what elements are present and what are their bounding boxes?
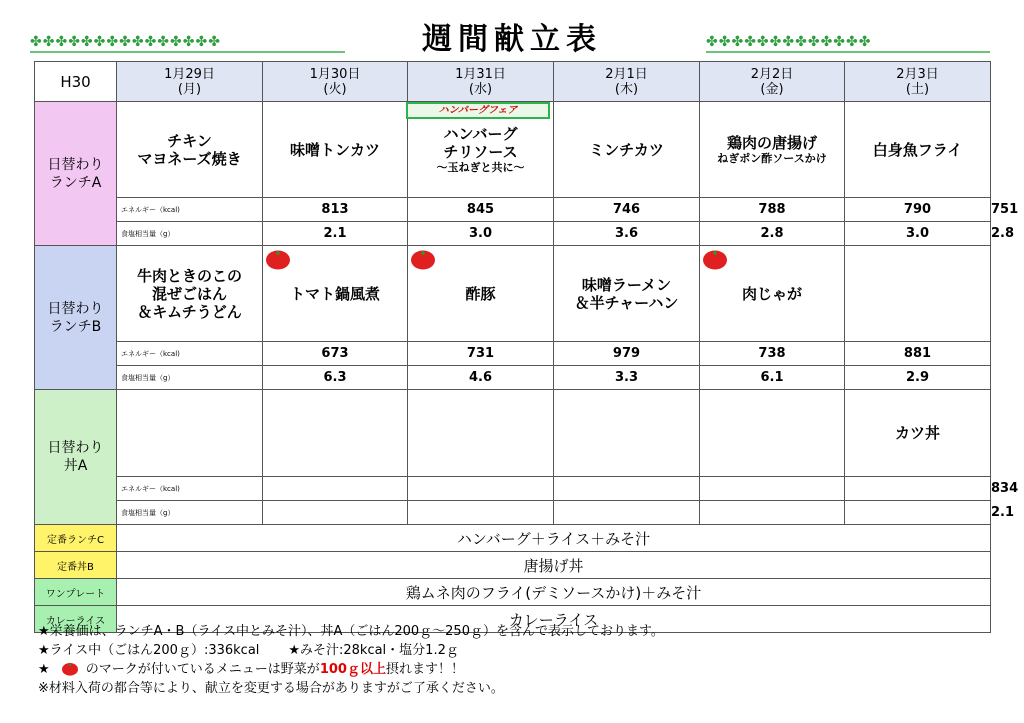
day-header: 2月1日 (木) xyxy=(554,62,700,102)
clover-line-left xyxy=(30,51,345,53)
fixed-menu-value: 唐揚げ丼 xyxy=(117,552,991,579)
menu-cell xyxy=(700,390,845,477)
lunch-a-label: 日替わり ランチA xyxy=(35,102,117,246)
tomato-icon xyxy=(60,660,80,676)
menu-cell xyxy=(845,246,991,342)
fixed-menu-value: 鶏ムネ肉のフライ(デミソースかけ)＋みそ汁 xyxy=(117,579,991,606)
don-a-dish-row xyxy=(35,390,991,477)
energy-value: 788 xyxy=(700,198,845,222)
note-line: ※材料入荷の都合等により、献立を変更する場合がありますがご了承ください。 xyxy=(38,681,504,696)
menu-cell: 肉じゃが xyxy=(700,246,845,342)
energy-value: 881 xyxy=(845,342,991,366)
menu-cell: ハンバーグフェア ハンバーグ チリソース ～玉ねぎと共に～ xyxy=(408,102,554,198)
fixed-menu-label: ワンプレート xyxy=(35,579,117,606)
tomato-icon xyxy=(265,246,291,270)
day-header: 2月3日 (土) xyxy=(845,62,991,102)
energy-value: 738 xyxy=(700,342,845,366)
lunch-a-dish-row xyxy=(35,102,991,198)
fixed-menu-value: カレーライス xyxy=(117,606,991,633)
menu-cell: 牛肉ときのこの 混ぜごはん ＆キムチうどん xyxy=(117,246,263,342)
menu-cell: 味噌ラーメン ＆半チャーハン xyxy=(554,246,700,342)
don-a-label: 日替わり 丼A xyxy=(35,390,117,525)
energy-value xyxy=(700,477,845,501)
energy-value xyxy=(554,477,700,501)
salt-value: 3.3 xyxy=(554,366,700,390)
salt-label: 食塩相当量（g） xyxy=(117,501,263,525)
day-header: 1月30日 (火) xyxy=(263,62,408,102)
note-line: ★ のマークが付いているメニューは野菜が100ｇ以上摂れます！！ xyxy=(38,662,464,677)
energy-value: 979 xyxy=(554,342,700,366)
don-a-energy-row: エネルギー（kcal) 834 xyxy=(35,477,991,501)
clover-border-right: ✤✤✤✤✤✤✤✤✤✤✤✤✤ xyxy=(706,34,872,50)
energy-label: エネルギー（kcal) xyxy=(117,198,263,222)
menu-cell: チキン マヨネーズ焼き xyxy=(117,102,263,198)
lunch-a-energy-row: エネルギー（kcal) 813 845 746 788 790 751 xyxy=(35,198,991,222)
salt-value: 6.3 xyxy=(263,366,408,390)
salt-value: 3.0 xyxy=(408,222,554,246)
menu-cell: 白身魚フライ xyxy=(845,102,991,198)
note-line: ★ライス中（ごはん200ｇ）:336kcal ★みそ汁:28kcal・塩分1.2ｇ xyxy=(38,643,459,658)
lunch-b-salt-row xyxy=(35,366,991,390)
salt-label: 食塩相当量（g） xyxy=(117,222,263,246)
tomato-icon xyxy=(410,246,436,270)
menu-cell xyxy=(408,390,554,477)
energy-value: 845 xyxy=(408,198,554,222)
salt-value xyxy=(408,501,554,525)
note-line: ★栄養価は、ランチA・B（ライス中とみそ汁）、丼A（ごはん200ｇ～250ｇ）を含んで表示しております。 xyxy=(38,624,664,639)
fixed-menu-row xyxy=(35,552,991,579)
energy-value xyxy=(263,477,408,501)
tomato-icon xyxy=(702,246,728,270)
salt-value: 2.9 xyxy=(845,366,991,390)
hamburg-fair-badge: ハンバーグフェア xyxy=(406,102,550,119)
menu-cell: カツ丼 xyxy=(845,390,991,477)
energy-value xyxy=(845,477,991,501)
energy-label: エネルギー（kcal) xyxy=(117,342,263,366)
energy-value xyxy=(408,477,554,501)
fixed-menu-label: 定番丼B xyxy=(35,552,117,579)
lunch-b-dish-row xyxy=(35,246,991,342)
page-title: 週間献立表 xyxy=(422,22,602,57)
menu-cell: トマト鍋風煮 xyxy=(263,246,408,342)
salt-value: 2.8 xyxy=(700,222,845,246)
energy-value: 673 xyxy=(263,342,408,366)
salt-value xyxy=(263,501,408,525)
energy-value: 813 xyxy=(263,198,408,222)
fixed-menu-label: 定番ランチC xyxy=(35,525,117,552)
fixed-menu-row xyxy=(35,579,991,606)
don-a-salt-row: 食塩相当量（g） 2.1 xyxy=(35,501,991,525)
lunch-a-salt-row: 食塩相当量（g） 2.1 3.0 3.6 2.8 3.0 2.8 xyxy=(35,222,991,246)
salt-label: 食塩相当量（g） xyxy=(117,366,263,390)
menu-cell xyxy=(554,390,700,477)
day-header: 2月2日 (金) xyxy=(700,62,845,102)
energy-label: エネルギー（kcal) xyxy=(117,477,263,501)
menu-cell: 味噌トンカツ xyxy=(263,102,408,198)
energy-value: 790 xyxy=(845,198,991,222)
fixed-menu-label: カレーライス xyxy=(35,606,117,633)
lunch-b-label: 日替わり ランチB xyxy=(35,246,117,390)
salt-value xyxy=(700,501,845,525)
salt-value: 6.1 xyxy=(700,366,845,390)
lunch-b-energy-row xyxy=(35,342,991,366)
salt-value: 4.6 xyxy=(408,366,554,390)
menu-cell xyxy=(117,390,263,477)
year-cell: H30 xyxy=(35,62,117,102)
salt-value xyxy=(554,501,700,525)
menu-cell xyxy=(263,390,408,477)
energy-value: 731 xyxy=(408,342,554,366)
menu-cell: ミンチカツ xyxy=(554,102,700,198)
salt-value: 3.0 xyxy=(845,222,991,246)
day-header: 1月29日 (月) xyxy=(117,62,263,102)
footnotes xyxy=(38,622,998,698)
salt-value: 2.1 xyxy=(263,222,408,246)
day-header: 1月31日 (水) xyxy=(408,62,554,102)
energy-value: 746 xyxy=(554,198,700,222)
salt-value xyxy=(845,501,991,525)
header-row xyxy=(35,62,991,102)
fixed-menu-value: ハンバーグ＋ライス＋みそ汁 xyxy=(117,525,991,552)
menu-cell: 酢豚 xyxy=(408,246,554,342)
clover-border-left: ✤✤✤✤✤✤✤✤✤✤✤✤✤✤✤ xyxy=(30,34,221,50)
menu-cell: 鶏肉の唐揚げ ねぎポン酢ソースかけ xyxy=(700,102,845,198)
salt-value: 3.6 xyxy=(554,222,700,246)
weekly-menu-table xyxy=(34,61,1019,633)
clover-line-right xyxy=(706,51,990,53)
fixed-menu-row xyxy=(35,525,991,552)
